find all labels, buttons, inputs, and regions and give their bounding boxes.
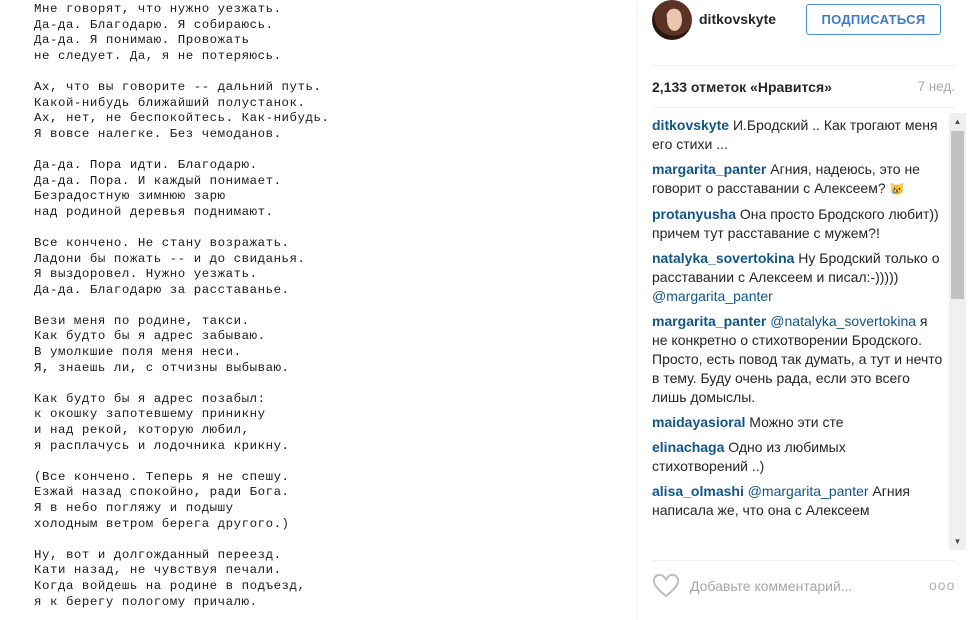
poem-line: над родиной деревья поднимают. — [34, 204, 274, 219]
comment-username[interactable]: alisa_olmashi — [652, 483, 744, 499]
scroll-thumb[interactable] — [951, 131, 964, 299]
comment-mention[interactable]: @margarita_panter — [652, 288, 773, 304]
poem-line: Ах, нет, не беспокойтесь. Как-нибудь. — [34, 111, 330, 126]
poem-line: Ну, вот и долгожданный переезд. — [34, 547, 282, 562]
divider — [652, 65, 955, 66]
poem-stanza — [34, 236, 329, 298]
poem-line: я расплачусь и лодочника крикну. — [34, 438, 290, 453]
comment-item — [652, 205, 945, 243]
comment-item — [652, 482, 945, 520]
comment-text: И.Бродский .. Как трогают меня его стихи ... — [652, 117, 938, 152]
comment-username[interactable]: maidayasioral — [652, 414, 746, 430]
poem-line: Как будто бы я адрес забываю. — [34, 329, 266, 344]
comment-item — [652, 312, 945, 407]
comment-username[interactable]: margarita_panter — [652, 161, 767, 177]
more-options-icon[interactable]: ooo — [929, 577, 956, 593]
poem-line: Да-да. Пора. И каждый понимает. — [34, 173, 282, 188]
poem-line: Да-да. Я понимаю. Провожать — [34, 33, 250, 48]
poem-line: Какой-нибудь ближайший полустанок. — [34, 95, 306, 110]
poem-line: Да-да. Благодарю за расставанье. — [34, 282, 290, 297]
poem-line: и над рекой, которую любил, — [34, 423, 250, 438]
poem-line: Когда войдешь на родине в подъезд, — [34, 578, 306, 593]
comment-username[interactable]: margarita_panter — [652, 313, 767, 329]
post-time[interactable]: 7 нед. — [917, 79, 955, 94]
heart-icon[interactable] — [652, 572, 680, 598]
poem-line: я к берегу пологому причалю. — [34, 594, 258, 609]
likes-row — [652, 79, 955, 97]
post-author-username[interactable]: ditkovskyte — [699, 11, 777, 27]
comment-emoji: 😿 — [889, 182, 905, 196]
poem-line: Все кончено. Не стану возражать. — [34, 235, 290, 250]
poem-line: Езжай назад спокойно, ради Бога. — [34, 485, 290, 500]
poem-stanza — [34, 80, 329, 142]
poem-stanza — [34, 470, 329, 532]
comment-username[interactable]: protanyusha — [652, 206, 737, 222]
follow-button[interactable]: ПОДПИСАТЬСЯ — [806, 4, 941, 35]
poem-line: Ладони бы пожать -- и до свиданья. — [34, 251, 306, 266]
poem-line: Безрадостную зимнюю зарю — [34, 189, 226, 204]
poem-line: Я вовсе налегке. Без чемоданов. — [34, 126, 282, 141]
poem-line: Да-да. Благодарю. Я собираюсь. — [34, 17, 274, 32]
comments-list[interactable] — [652, 116, 945, 549]
divider — [652, 107, 955, 108]
likes-count[interactable]: 2,133 отметок «Нравится» — [652, 79, 832, 95]
poem-line: Я, знаешь ли, с отчизны выбываю. — [34, 360, 290, 375]
poem-line: (Все кончено. Теперь я не спешу. — [34, 469, 290, 484]
poem-line: Кати назад, не чувствуя печали. — [34, 563, 282, 578]
comment-mention[interactable]: @natalyka_sovertokina — [770, 313, 917, 329]
comment-username[interactable]: ditkovskyte — [652, 117, 730, 133]
comment-text: Одно из любимых стихотворений ..) — [652, 439, 846, 474]
comment-text: Можно эти сте — [749, 414, 844, 430]
comment-input[interactable] — [690, 575, 890, 597]
comments-scrollbar[interactable] — [949, 113, 966, 550]
poem-stanza — [34, 314, 329, 376]
scroll-down-arrow-icon[interactable]: ▼ — [953, 537, 962, 546]
comment-text: Ну Бродский только о расставании с Алексеем и писал:-))))) — [652, 250, 940, 285]
poem-text — [34, 2, 329, 620]
post-side-panel — [637, 0, 970, 620]
poem-line: Мне говорят, что нужно уезжать. — [34, 2, 282, 16]
poem-line: В умолкшие поля меня неси. — [34, 345, 242, 360]
divider — [652, 560, 955, 561]
poem-line: Я в небо погляжу и подышу — [34, 501, 234, 515]
comment-item — [652, 116, 945, 154]
comment-text: Агния, надеюсь, это не говорит о расставании с Алексеем? — [652, 161, 920, 196]
comment-text: я не конкретно о стихотворении Бродского. Просто, есть повод так думать, а тут и нечто в тему. Буду очень рада, если это всего лишь домыслы. — [652, 313, 943, 405]
poem-stanza — [34, 158, 329, 220]
poem-line: Ах, что вы говорите -- дальний путь. — [34, 79, 322, 94]
poem-line: не следует. Да, я не потеряюсь. — [34, 48, 282, 63]
poem-line: Как будто бы я адрес позабыл: — [34, 391, 266, 406]
poem-stanza — [34, 548, 329, 610]
comment-footer — [652, 572, 955, 600]
poem-stanza — [34, 2, 329, 64]
comment-item — [652, 413, 945, 432]
comment-text: Она просто Бродского любит)) причем тут расставание с мужем?! — [652, 206, 939, 241]
poem-line: к окошку запотевшему приникну — [34, 407, 266, 422]
poem-line: Я выздоровел. Нужно уезжать. — [34, 267, 258, 282]
avatar[interactable] — [652, 0, 692, 40]
poem-line: Вези меня по родине, такси. — [34, 313, 250, 328]
scroll-up-arrow-icon[interactable]: ▲ — [953, 117, 962, 126]
comment-text: Агния написала же, что она с Алексеем — [652, 483, 911, 518]
comment-username[interactable]: natalyka_sovertokina — [652, 250, 795, 266]
comment-mention[interactable]: @margarita_panter — [747, 483, 869, 499]
poem-line: Да-да. Пора идти. Благодарю. — [34, 157, 258, 172]
poem-stanza — [34, 392, 329, 454]
post-header — [637, 0, 970, 56]
poem-line: холодным ветром берега другого.) — [34, 516, 290, 531]
comment-item — [652, 249, 945, 306]
comment-username[interactable]: elinachaga — [652, 439, 725, 455]
comment-item — [652, 438, 945, 476]
comment-item — [652, 160, 945, 199]
